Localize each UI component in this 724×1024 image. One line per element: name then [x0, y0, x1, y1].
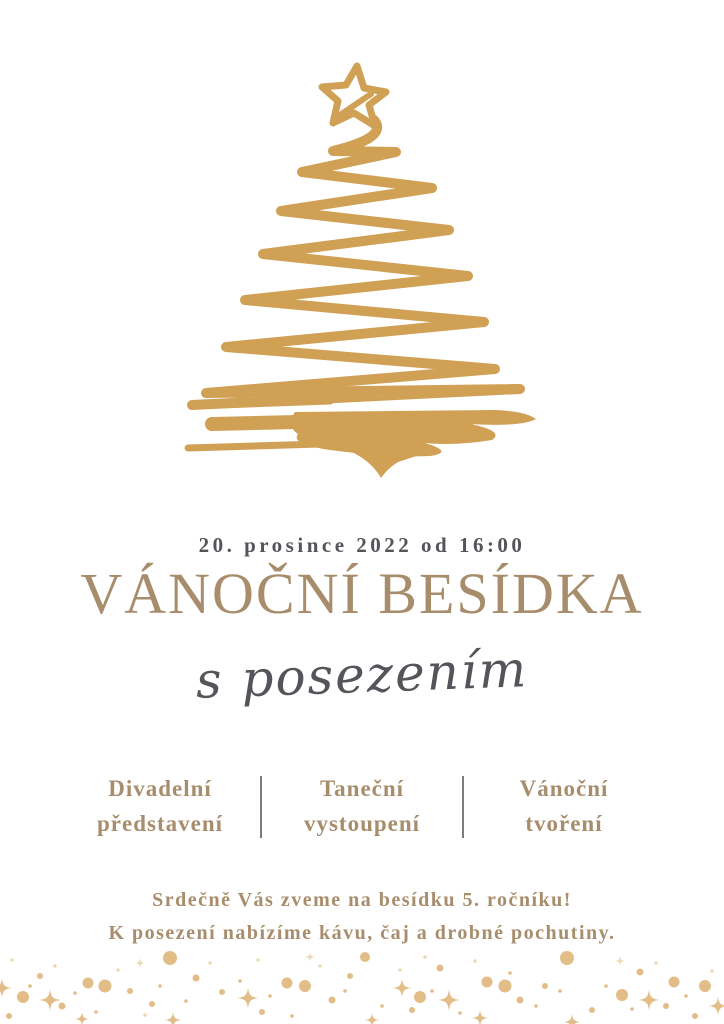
program-line: představení [97, 810, 223, 836]
vertical-divider [260, 776, 262, 838]
program-line: vystoupení [303, 810, 421, 836]
sparkle-border [0, 951, 724, 1024]
program-item-theater [66, 772, 254, 841]
program-item-dance [268, 772, 456, 841]
event-subtitle-script: s posezením [194, 640, 530, 710]
program-line: Vánoční [519, 776, 609, 801]
program-line: Divadelní [108, 776, 212, 801]
vertical-divider [462, 776, 464, 838]
program-item-crafts [470, 772, 658, 841]
program-line: Taneční [319, 776, 405, 801]
program-list [0, 772, 724, 841]
event-datetime: 20. prosince 2022 od 16:00 [198, 533, 526, 557]
footer-line-1: Srdečně Vás zveme na besídku 5. ročníku! [152, 889, 572, 911]
footer-note [0, 884, 724, 950]
christmas-tree-illustration [188, 66, 536, 478]
event-title: VÁNOČNÍ BESÍDKA [80, 561, 644, 626]
program-line: tvoření [525, 810, 603, 836]
footer-line-2: K posezení nabízíme kávu, čaj a drobné pochutiny. [108, 922, 616, 944]
